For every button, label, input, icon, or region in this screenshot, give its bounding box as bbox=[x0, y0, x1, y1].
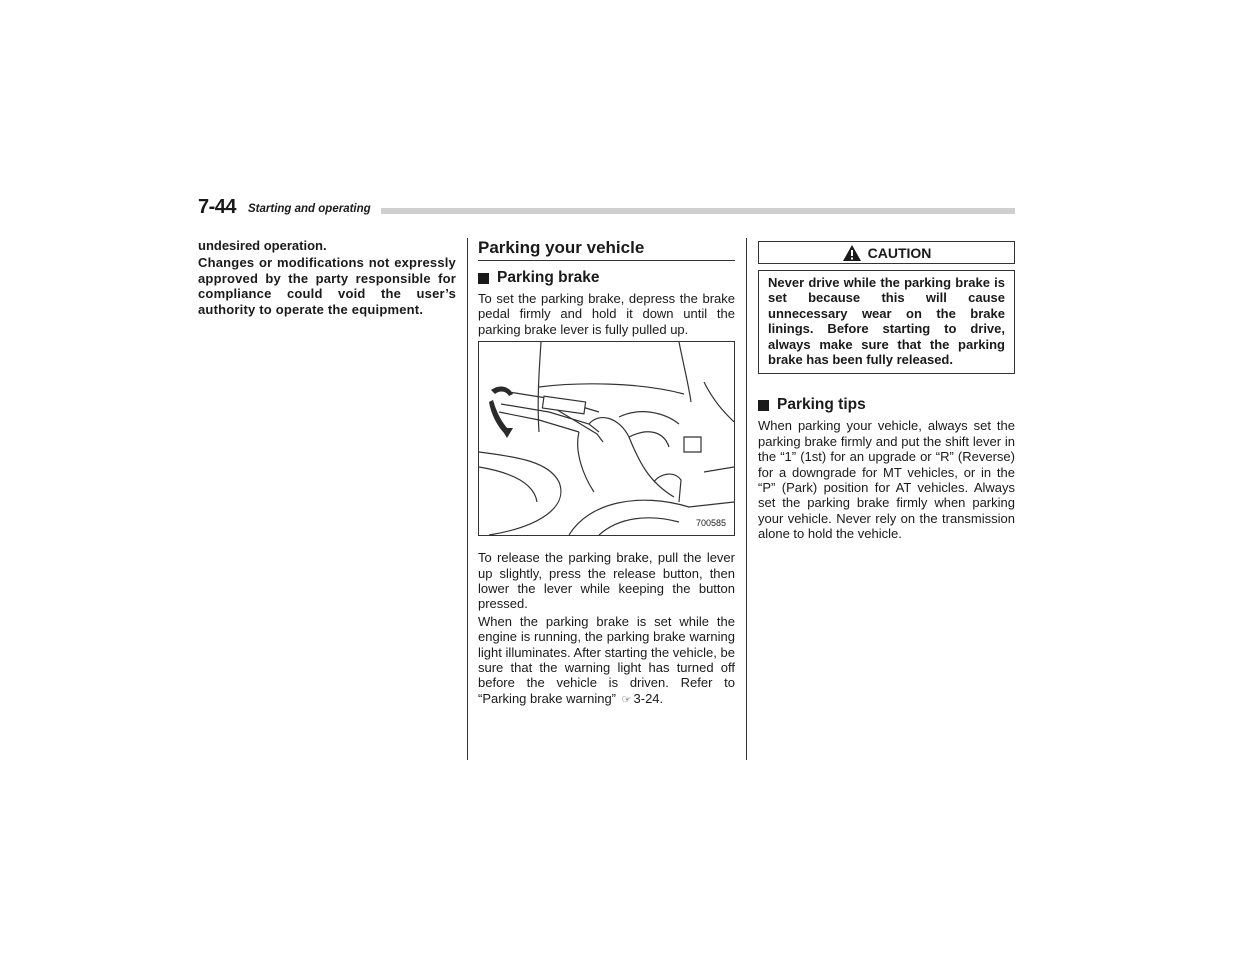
caution-box bbox=[758, 270, 1015, 374]
column-1 bbox=[198, 238, 456, 317]
paragraph-text: When the parking brake is set while the engine is running, the parking brake warning light illuminates. After starting the vehicle, be sure that the warning light has turned off before the vehicle is driven. Refer to “Parking brake warning” bbox=[478, 613, 735, 706]
caution-header bbox=[758, 241, 1015, 264]
caution-label: CAUTION bbox=[867, 244, 932, 261]
figure-id: 700585 bbox=[695, 518, 726, 529]
caution-text: Never drive while the parking brake is set because this will cause unnecessary wear on the brake linings. Before starting to drive, always make sure that the parking brake has been fully released. bbox=[768, 275, 1005, 368]
paragraph: undesired operation. bbox=[198, 238, 327, 253]
paragraph: To set the parking brake, depress the brake pedal firmly and hold it down until the parking brake lever is fully pulled up. bbox=[478, 291, 735, 337]
section-title: Starting and operating bbox=[248, 203, 371, 215]
column-3 bbox=[758, 241, 1015, 542]
page-header bbox=[198, 196, 1015, 220]
pointing-hand-icon: ☞ bbox=[621, 693, 632, 706]
page-reference[interactable]: 3-24. bbox=[633, 690, 664, 706]
square-bullet-icon bbox=[478, 273, 489, 284]
subsection-heading bbox=[758, 396, 1015, 414]
subsection-heading-text: Parking brake bbox=[497, 269, 600, 286]
parking-brake-figure bbox=[478, 341, 735, 536]
section-heading: Parking your vehicle bbox=[478, 238, 735, 261]
column-divider bbox=[746, 238, 747, 760]
column-2 bbox=[478, 238, 735, 708]
subsection-heading bbox=[478, 269, 735, 287]
paragraph bbox=[478, 614, 735, 708]
warning-triangle-icon bbox=[842, 244, 862, 262]
paragraph: Changes or modifications not expressly approved by the party responsible for compliance could void the user’s authority to operate the equipment. bbox=[198, 255, 456, 317]
paragraph: To release the parking brake, pull the lever up slightly, press the release button, then lower the lever while keeping the button pressed. bbox=[478, 550, 735, 612]
header-bar bbox=[381, 208, 1015, 214]
parking-brake-illustration bbox=[479, 342, 734, 535]
column-divider bbox=[467, 238, 468, 760]
paragraph: When parking your vehicle, always set the parking brake firmly and put the shift lever in the “1” (1st) for an upgrade or “R” (Reverse) for a downgrade for MT vehicles, or in the “P” (Park) position for AT vehicles. Always set the parking brake firmly when parking your vehicle. Never rely on the transmission alone to hold the vehicle. bbox=[758, 418, 1015, 542]
page-number: 7-44 bbox=[198, 196, 237, 218]
subsection-heading-text: Parking tips bbox=[777, 396, 866, 414]
square-bullet-icon bbox=[758, 400, 769, 411]
